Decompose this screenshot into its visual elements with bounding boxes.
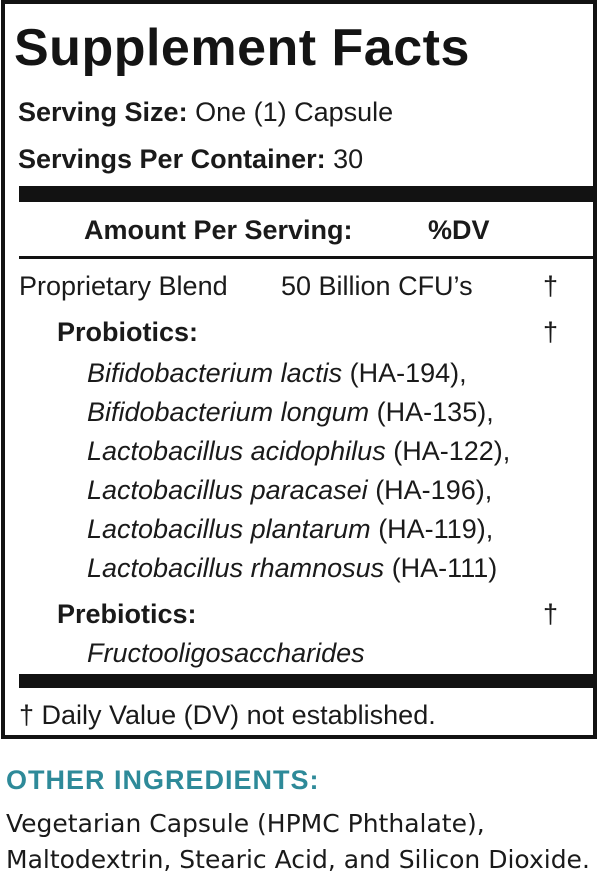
- footnote: † Daily Value (DV) not established.: [19, 700, 436, 730]
- other-ingredients-line-1: Vegetarian Capsule (HPMC Phthalate),: [6, 809, 485, 838]
- strain-code: (HA-122),: [393, 436, 511, 466]
- strain-row: [87, 513, 493, 545]
- supplement-facts-panel: [1, 0, 597, 739]
- serving-size-row: [18, 96, 393, 128]
- servings-per-container-label: Servings Per Container:: [18, 144, 326, 174]
- strain-code: (HA-119),: [378, 514, 494, 544]
- servings-per-container-value: 30: [333, 144, 364, 174]
- label-title: Supplement Facts: [14, 19, 470, 77]
- strain-row: [87, 357, 467, 389]
- amount-per-serving-header: Amount Per Serving:: [84, 215, 353, 245]
- strain-code: (HA-194),: [349, 358, 467, 388]
- strain-name: Lactobacillus paracasei: [87, 475, 368, 505]
- strain-row: [87, 552, 497, 584]
- blend-dv-dagger: †: [543, 271, 559, 301]
- prebiotics-label: Prebiotics:: [57, 599, 197, 629]
- strain-name: Bifidobacterium longum: [87, 397, 370, 427]
- thick-divider-bottom: [19, 674, 593, 688]
- servings-per-container-row: [18, 143, 363, 175]
- strain-name: Lactobacillus acidophilus: [87, 436, 386, 466]
- blend-name: Proprietary Blend: [19, 271, 228, 301]
- strain-code: (HA-135),: [376, 397, 494, 427]
- prebiotics-dv-dagger: †: [543, 599, 559, 629]
- other-ingredients-line-2: Maltodextrin, Stearic Acid, and Silicon Dioxide.: [6, 845, 590, 874]
- thin-divider: [19, 256, 593, 259]
- strain-row: [87, 474, 492, 506]
- strain-row: [87, 396, 494, 428]
- prebiotic-item: Fructooligosaccharides: [87, 638, 365, 668]
- strain-code: (HA-111): [391, 553, 498, 583]
- dv-header: %DV: [428, 215, 490, 245]
- probiotics-label: Probiotics:: [57, 317, 199, 347]
- strain-name: Lactobacillus plantarum: [87, 514, 371, 544]
- thick-divider-top: [19, 186, 593, 202]
- strain-code: (HA-196),: [375, 475, 493, 505]
- strain-row: [87, 435, 510, 467]
- other-ingredients-heading: OTHER INGREDIENTS:: [6, 765, 320, 795]
- serving-size-value: One (1) Capsule: [195, 97, 394, 127]
- blend-amount: 50 Billion CFU’s: [281, 271, 473, 301]
- strain-name: Bifidobacterium lactis: [87, 358, 343, 388]
- serving-size-label: Serving Size:: [18, 97, 188, 127]
- probiotics-dv-dagger: †: [543, 317, 559, 347]
- strain-name: Lactobacillus rhamnosus: [87, 553, 385, 583]
